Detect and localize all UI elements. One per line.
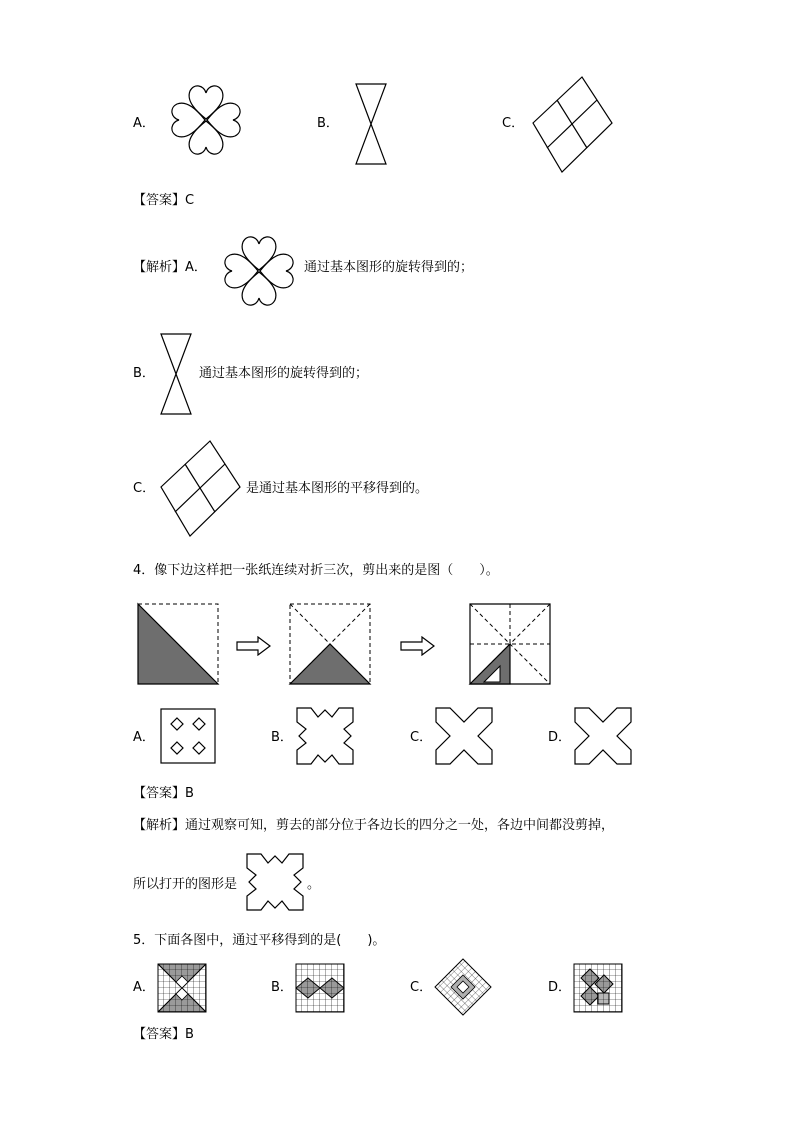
q5-option-d-grid-figure (573, 963, 623, 1013)
q4-fold-step-1-figure (136, 602, 220, 686)
q4-fold-step-3-figure (468, 602, 552, 686)
q4-option-d-label: D． (548, 730, 572, 745)
q4-option-c-figure (435, 707, 493, 765)
q4-option-b-figure (296, 707, 354, 765)
q3-analysis-a-prefix: 【解析】A． (133, 260, 207, 275)
q4-fold-step-2-figure (288, 602, 372, 686)
q3-answer: 【答案】C (133, 193, 195, 208)
q3-option-c-parallelogram-grid-figure (532, 75, 614, 175)
q3-analysis-b-text: 通过基本图形的旋转得到的； (199, 366, 369, 381)
q4-answer: 【答案】B (133, 786, 194, 801)
q3-option-a-label: A． (133, 116, 155, 131)
q5-question: 5．下面各图中，通过平移得到的是( )。 (133, 933, 386, 948)
q4-option-c-label: C． (410, 730, 433, 745)
q3-analysis-c-prefix: C． (133, 481, 156, 496)
q3-analysis-b-prefix: B． (133, 366, 155, 381)
q3-option-a-four-hearts-figure (162, 81, 250, 159)
q3-analysis-parallelogram-grid-figure (160, 439, 242, 539)
q3-option-c-label: C． (502, 116, 525, 131)
q4-analysis-answer-figure (246, 853, 304, 911)
q5-option-a-grid-figure (157, 963, 207, 1013)
q3-option-b-hourglass-figure (354, 82, 388, 166)
q4-analysis-line-1: 【解析】通过观察可知，剪去的部分位于各边长的四分之一处，各边中间都没剪掉， (133, 818, 615, 833)
q3-option-b-label: B． (317, 116, 339, 131)
q4-option-d-figure (574, 707, 632, 765)
q4-question: 4．像下边这样把一张纸连续对折三次，剪出来的是图（ ）。 (133, 563, 499, 578)
q4-arrow-icon-2 (400, 636, 436, 656)
q3-analysis-a-text: 通过基本图形的旋转得到的； (304, 260, 474, 275)
q5-option-b-grid-figure (295, 963, 345, 1013)
q4-analysis-line-2-pre: 所以打开的图形是 (133, 877, 238, 892)
q4-option-a-label: A． (133, 730, 155, 745)
q5-option-a-label: A． (133, 980, 155, 995)
q4-arrow-icon-1 (236, 636, 272, 656)
q5-option-c-grid-figure (433, 957, 493, 1017)
q5-option-b-label: B． (271, 980, 293, 995)
q5-answer: 【答案】B (133, 1027, 194, 1042)
q4-analysis-line-2-post: 。 (307, 877, 321, 892)
q3-analysis-hourglass-figure (159, 332, 193, 416)
q3-analysis-c-text: 是通过基本图形的平移得到的。 (246, 481, 429, 496)
q3-analysis-four-hearts-figure (215, 232, 303, 310)
q4-option-b-label: B． (271, 730, 293, 745)
q5-option-d-label: D． (548, 980, 572, 995)
q4-option-a-figure (160, 708, 216, 764)
q5-option-c-label: C． (410, 980, 433, 995)
